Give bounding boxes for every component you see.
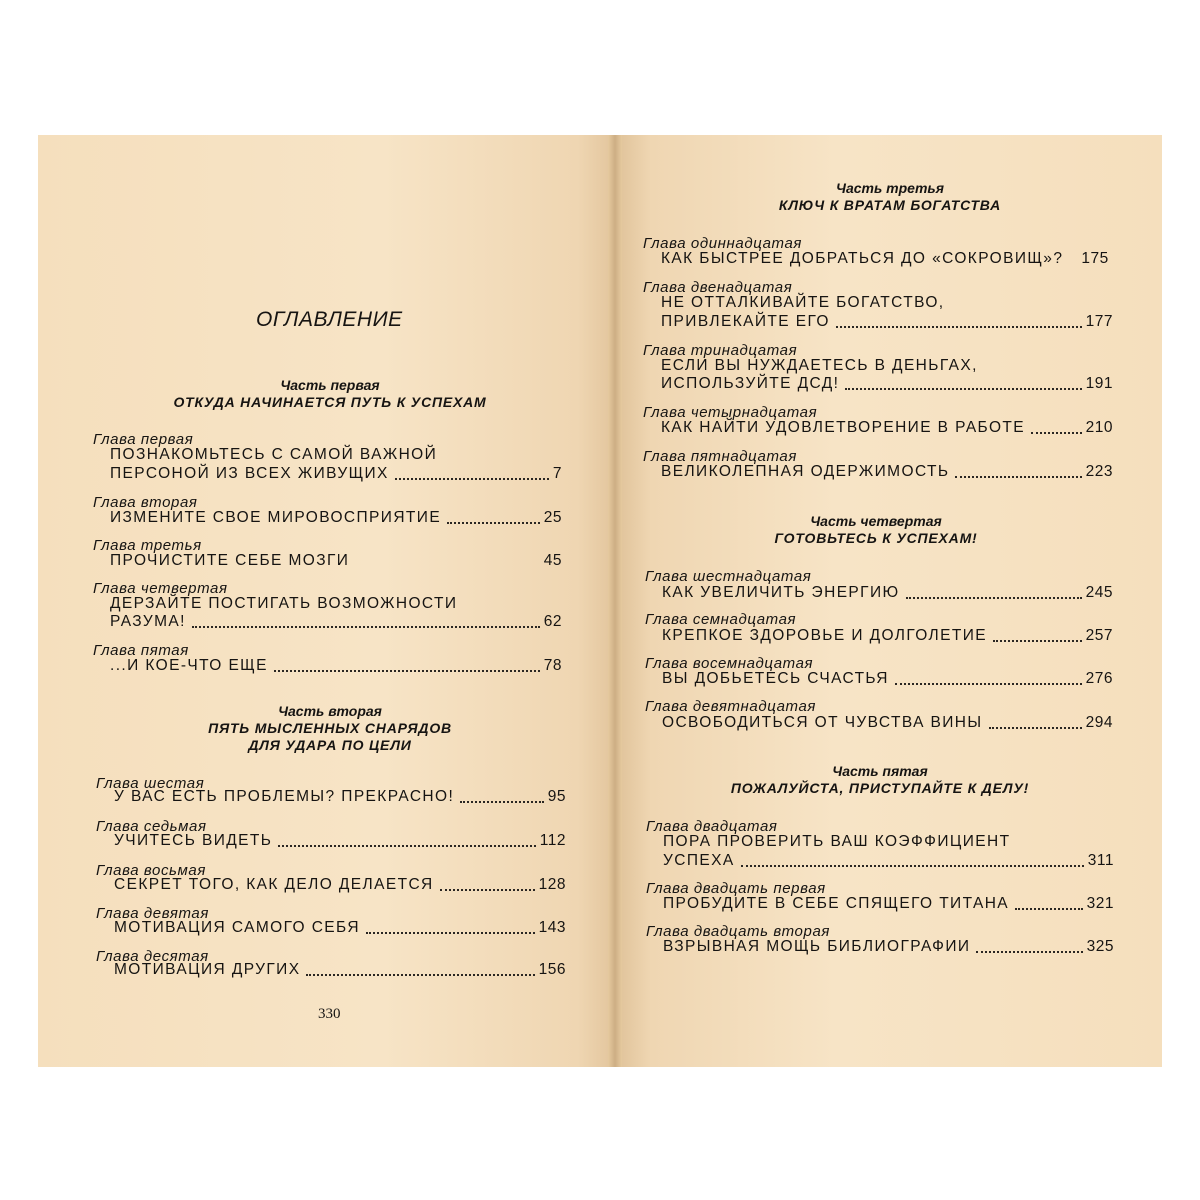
leader-dots [274,670,540,672]
leader-dots [278,845,535,847]
chapter-label: Глава шестнадцатая [645,568,812,585]
part-title: КЛЮЧ К ВРАТАМ БОГАТСТВА [778,197,1002,213]
page-ref: 128 [538,876,566,893]
book-gutter [608,135,622,1067]
part-heading-4 [696,513,1056,547]
chapter-title: КРЕПКОЕ ЗДОРОВЬЕ И ДОЛГОЛЕТИЕ [662,627,987,644]
leader-dots [366,932,535,934]
chapter-label: Глава пятнадцатая [643,448,797,465]
leader-dots [836,326,1082,328]
chapter-label: Глава третья [93,537,202,554]
chapter-label: Глава первая [93,431,194,448]
page-ref: 25 [543,509,562,526]
chapter-label: Глава семнадцатая [645,611,797,628]
toc-entry[interactable] [661,375,1113,393]
chapter-label: Глава двадцать первая [646,880,826,897]
chapter-title: ИСПОЛЬЗУЙТЕ ДСД! [661,375,840,392]
chapter-label: Глава десятая [96,948,209,965]
chapter-title: ...И КОЕ-ЧТО ЕЩЕ [110,657,268,674]
toc-entry[interactable] [663,852,1114,870]
leader-dots [1069,263,1077,265]
toc-entry[interactable] [110,613,562,631]
page-ref: 257 [1085,627,1113,644]
part-name: Часть пятая [832,763,928,779]
chapter-title: МОТИВАЦИЯ ДРУГИХ [114,961,301,978]
page-ref: 223 [1085,463,1113,480]
page-ref: 95 [547,788,566,805]
toc-entry[interactable] [110,509,562,527]
toc-entry[interactable] [661,463,1113,481]
chapter-label: Глава четырнадцатая [643,404,818,421]
page-ref: 177 [1085,313,1113,330]
leader-dots [845,388,1081,390]
chapter-label: Глава пятая [93,642,189,659]
chapter-label: Глава девятая [96,905,209,922]
chapter-label: Глава двенадцатая [643,279,793,296]
leader-dots [395,478,549,480]
chapter-label: Глава четвертая [93,580,228,597]
part-name: Часть вторая [278,703,382,719]
page-ref: 245 [1085,584,1113,601]
part-name: Часть третья [836,180,944,196]
chapter-title: СЕКРЕТ ТОГО, КАК ДЕЛО ДЕЛАЕТСЯ [114,876,434,893]
leader-dots [192,626,540,628]
leader-dots [1015,908,1083,910]
toc-entry[interactable] [110,465,562,483]
toc-entry[interactable] [663,895,1114,913]
chapter-title: ПРИВЛЕКАЙТЕ ЕГО [661,313,830,330]
chapter-title: УЧИТЕСЬ ВИДЕТЬ [114,832,273,849]
chapter-label: Глава одиннадцатая [643,235,802,252]
chapter-label: Глава шестая [96,775,205,792]
page-title: ОГЛАВЛЕНИЕ [256,308,403,331]
leader-dots [306,974,534,976]
chapter-title-line: ЕСЛИ ВЫ НУЖДАЕТЕСЬ В ДЕНЬГАХ, [661,357,978,374]
part-title: ПЯТЬ МЫСЛЕННЫХ СНАРЯДОВ [208,720,452,736]
part-heading-1 [150,377,510,411]
chapter-label: Глава седьмая [96,818,207,835]
part-title: ГОТОВЬТЕСЬ К УСПЕХАМ! [774,530,978,546]
toc-entry[interactable] [114,876,566,894]
leader-dots [447,522,540,524]
chapter-title: КАК УВЕЛИЧИТЬ ЭНЕРГИЮ [662,584,900,601]
toc-entry[interactable] [661,313,1113,331]
part-heading-5 [700,763,1060,797]
page-ref: 311 [1087,852,1114,869]
leader-dots [993,640,1082,642]
page-ref: 294 [1085,714,1113,731]
leader-dots [460,801,544,803]
page-ref: 321 [1086,895,1114,912]
chapter-label: Глава двадцатая [646,818,778,835]
page-ref: 45 [543,552,562,569]
part-title: ПОЖАЛУЙСТА, ПРИСТУПАЙТЕ К ДЕЛУ! [730,780,1030,796]
toc-entry[interactable] [661,419,1113,437]
toc-entry[interactable] [662,714,1113,732]
chapter-title: КАК БЫСТРЕЕ ДОБРАТЬСЯ ДО «СОКРОВИЩ»? [661,250,1064,267]
leader-dots [895,683,1082,685]
page-ref: 78 [543,657,562,674]
page-ref: 143 [538,919,566,936]
toc-entry[interactable] [114,788,566,806]
chapter-title-line: ПОРА ПРОВЕРИТЬ ВАШ КОЭФФИЦИЕНТ [663,833,1011,850]
page-ref: 276 [1085,670,1113,687]
toc-entry[interactable] [663,938,1114,956]
leader-dots [906,597,1082,599]
toc-entry[interactable] [661,250,1113,268]
chapter-title: УСПЕХА [663,852,735,869]
toc-entry[interactable] [110,657,562,675]
part-title: ОТКУДА НАЧИНАЕТСЯ ПУТЬ К УСПЕХАМ [173,394,487,410]
chapter-label: Глава восемнадцатая [645,655,814,672]
page-number: 330 [318,1006,341,1022]
part-heading-3 [710,180,1070,214]
chapter-title: ИЗМЕНИТЕ СВОЕ МИРОВОСПРИЯТИЕ [110,509,442,526]
leader-dots [976,951,1082,953]
toc-entry[interactable] [110,552,562,570]
chapter-title: ПРОБУДИТЕ В СЕБЕ СПЯЩЕГО ТИТАНА [663,895,1010,912]
toc-entry[interactable] [114,832,566,850]
leader-dots [355,565,539,567]
chapter-title: У ВАС ЕСТЬ ПРОБЛЕМЫ? ПРЕКРАСНО! [114,788,455,805]
chapter-title: ОСВОБОДИТЬСЯ ОТ ЧУВСТВА ВИНЫ [662,714,983,731]
page-ref: 112 [539,832,566,849]
chapter-title: РАЗУМА! [110,613,186,630]
leader-dots [741,865,1084,867]
page-ref: 325 [1086,938,1114,955]
chapter-label: Глава восьмая [96,862,206,879]
chapter-title: ВЫ ДОБЬЕТЕСЬ СЧАСТЬЯ [662,670,889,687]
chapter-title: МОТИВАЦИЯ САМОГО СЕБЯ [114,919,361,936]
part-title: ДЛЯ УДАРА ПО ЦЕЛИ [248,737,412,753]
toc-entry[interactable] [114,919,566,937]
leader-dots [440,889,535,891]
part-heading-2 [150,703,510,754]
toc-entry[interactable] [662,670,1113,688]
page-ref: 210 [1085,419,1113,436]
chapter-label: Глава двадцать вторая [646,923,831,940]
chapter-title: ПРОЧИСТИТЕ СЕБЕ МОЗГИ [110,552,350,569]
chapter-label: Глава вторая [93,494,198,511]
chapter-title: ВЕЛИКОЛЕПНАЯ ОДЕРЖИМОСТЬ [661,463,950,480]
leader-dots [989,727,1082,729]
chapter-title-line: НЕ ОТТАЛКИВАЙТЕ БОГАТСТВО, [661,294,945,311]
toc-entry[interactable] [662,584,1113,602]
chapter-title: ВЗРЫВНАЯ МОЩЬ БИБЛИОГРАФИИ [663,938,971,955]
leader-dots [955,476,1081,478]
chapter-label: Глава тринадцатая [643,342,798,359]
page-ref: 156 [538,961,566,978]
part-name: Часть четвертая [810,513,942,529]
page-ref: 191 [1085,375,1113,392]
chapter-title: КАК НАЙТИ УДОВЛЕТВОРЕНИЕ В РАБОТЕ [661,419,1026,436]
page-ref: 62 [543,613,562,630]
chapter-label: Глава девятнадцатая [645,698,817,715]
chapter-title-line: ДЕРЗАЙТЕ ПОСТИГАТЬ ВОЗМОЖНОСТИ [110,595,458,612]
toc-entry[interactable] [662,627,1113,645]
leader-dots [1031,432,1082,434]
chapter-title: ПЕРСОНОЙ ИЗ ВСЕХ ЖИВУЩИХ [110,465,389,482]
page-ref: 175 [1081,250,1109,267]
chapter-title-line: ПОЗНАКОМЬТЕСЬ С САМОЙ ВАЖНОЙ [110,446,438,463]
toc-entry[interactable] [114,961,566,979]
part-name: Часть первая [280,377,380,393]
page-ref: 7 [552,465,562,482]
